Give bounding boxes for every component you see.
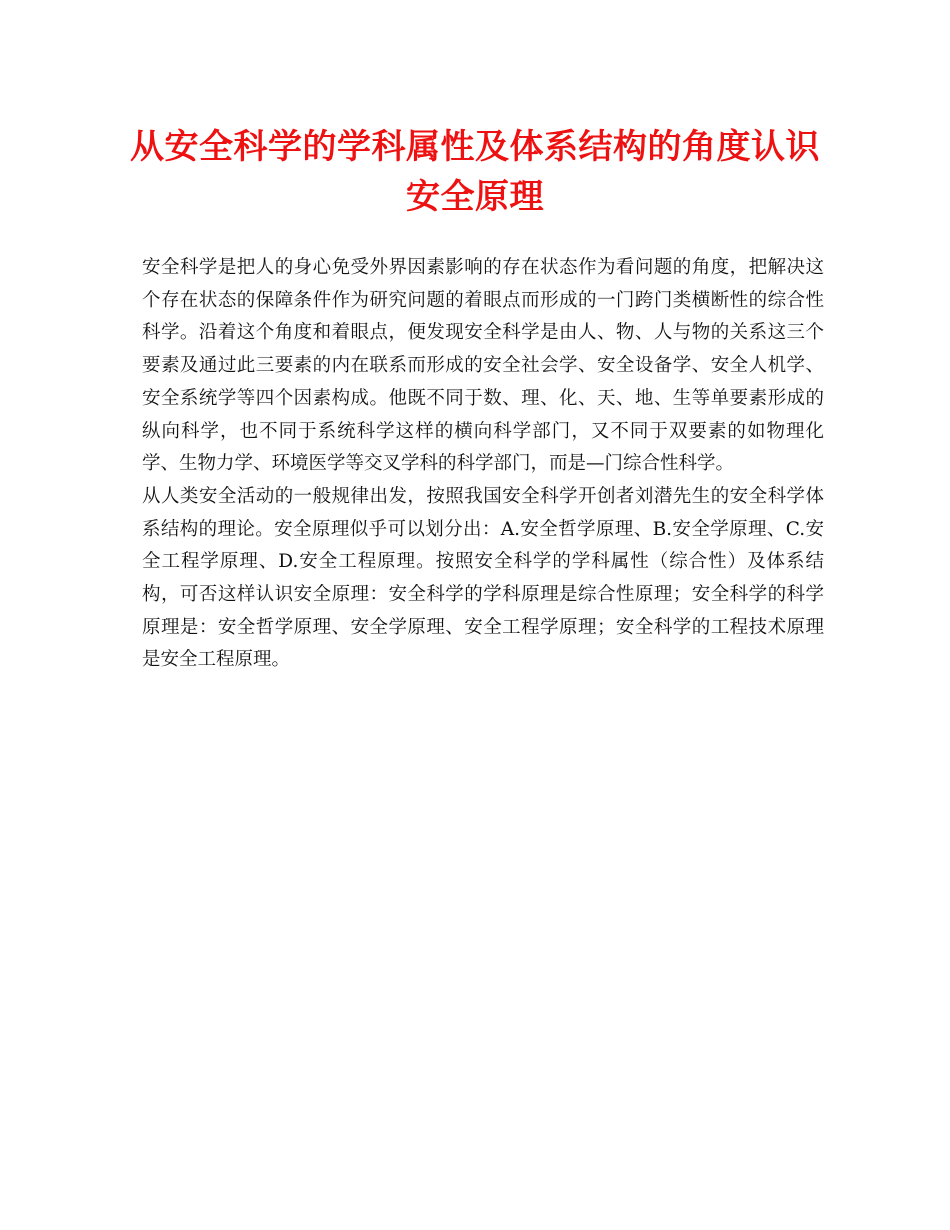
paragraph-2: 从人类安全活动的一般规律出发，按照我国安全科学开创者刘潜先生的安全科学体系结构的理论。安全原理似乎可以划分出：A.安全哲学原理、B.安全学原理、C.安全工程学原理、D.安全工程原理。按照安全科学的学科属性（综合性）及体系结构，可否这样认识安全原理：安全科学的学科原理是综合性原理；安全科学的科学原理是：安全哲学原理、安全学原理、安全工程学原理；安全科学的工程技术原理是安全工程原理。 [142,485,824,671]
document-title: 从安全科学的学科属性及体系结构的角度认识安全原理 [130,127,820,217]
paragraph-1: 安全科学是把人的身心免受外界因素影响的存在状态作为看问题的角度，把解决这个存在状态的保障条件作为研究问题的着眼点而形成的一门跨门类横断性的综合性科学。沿着这个角度和着眼点，便发现安全科学是由人、物、人与物的关系这三个要素及通过此三要素的内在联系而形成的安全社会学、安全设备学、安全人机学、安全系统学等四个因素构成。他既不同于数、理、化、天、地、生等单要素形成的纵向科学，也不同于系统科学这样的横向科学部门，又不同于双要素的如物理化学、生物力学、环境医学等交叉学科的科学部门，而是—门综合性科学。 [142,257,824,475]
document-body [142,252,824,677]
